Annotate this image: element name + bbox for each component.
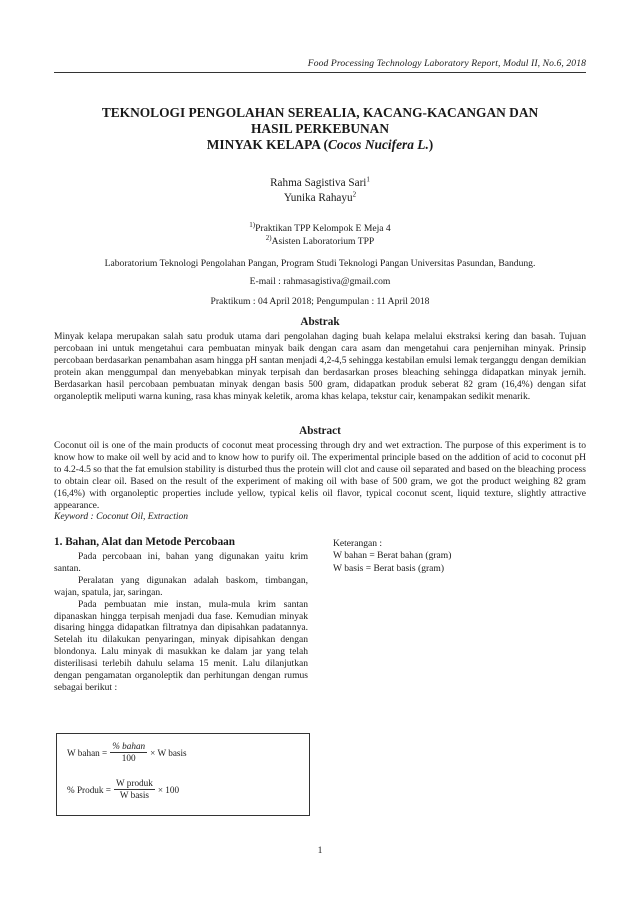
formula-1-fraction (110, 741, 147, 764)
keterangan-item-2: W basis = Berat basis (gram) (333, 562, 444, 574)
header-rule (54, 72, 586, 73)
author-2-name: Yunika Rahayu (283, 192, 353, 204)
formula-1-rhs: × W basis (150, 747, 187, 758)
role-2-text: Asisten Laboratorium TPP (271, 236, 375, 247)
formula-1-lhs: W bahan = (67, 747, 108, 758)
formula-2-rhs: × 100 (157, 784, 180, 795)
formula-2-numerator: W produk (115, 778, 153, 788)
author-2-mark: 2 (352, 190, 357, 199)
formula-1-numerator: % bahan (112, 741, 146, 751)
abstract-section (54, 440, 586, 523)
title-line-1: TEKNOLOGI PENGOLAHAN SEREALIA, KACANG-KACANGAN DAN (101, 105, 539, 120)
section-1-paragraph-2: Peralatan yang digunakan adalah baskom, timbangan, wajan, spatula, jar, saringan. (54, 574, 308, 598)
title-line-3 (54, 137, 586, 153)
formula-w-bahan (67, 741, 187, 764)
paper-title (54, 105, 586, 153)
dates: Praktikum : 04 April 2018; Pengumpulan : 11 April 2018 (210, 296, 430, 307)
scientific-name: Cocos Nucifera L. (328, 137, 429, 152)
section-1-paragraph-3: Pada pembuatan mie instan, mula-mula krim santan dipanaskan hingga terpisah menjadi dua fase. Kemudian minyak disaring hingga didapatkan filtratnya dan dipisahkan padatannya. Setelah itu dilakukan penyaringan, minyak dipisahkan dengan blondonya. Lalu minyak di masukkan ke dalam jar yang telah disterilisasi terlebih dahulu selama 15 menit. Lalu dilanjutkan dengan pengamatan organoleptik dan perhitungan dengan rumus sebagai berikut : (54, 598, 308, 693)
formula-2-lhs: % Produk = (67, 784, 111, 795)
role-1-text: Praktikan TPP Kelompok E Meja 4 (255, 223, 391, 234)
author-1 (54, 176, 586, 191)
affiliation-block (54, 256, 586, 310)
abstrak-body: Minyak kelapa merupakan salah satu produk utama dari pengolahan daging buah kelapa melalui ekstraksi kering dan basah. Tujuan percobaan ini untuk mengetahui cara pembuatan minyak baik dengan cara asam dan mengetahui cara penjernihan minyak. Prinsip percobaan berdasarkan penambahan asam hingga pH santan menjadi 4,2-4,5 sehingga kestabilan emulsi lemak terganggu dengan demikian protein akan menggumpal dan menyebabkan minyak terpisah dan berdasarkan proses bleaching sehingga didapatkan minyak jernih. Berdasarkan hasil percobaan pembuatan minyak dengan basis 500 gram, didapatkan produk seberat 82 gram (16,4%) dengan sifat organoleptik meliputi warna kuning, rasa khas minyak keletik, aroma khas kelapa, tekstur cair, kenampakan sedikit menarik. (54, 331, 586, 402)
affiliation: Laboratorium Teknologi Pengolahan Pangan, Program Studi Teknologi Pangan Universitas Pasundan, Bandung. (104, 258, 536, 269)
formula-2-fraction (114, 778, 155, 801)
title-line-2: HASIL PERKEBUNAN (250, 121, 390, 136)
section-1-paragraph-1: Pada percobaan ini, bahan yang digunakan yaitu krim santan. (54, 551, 308, 574)
abstract-body: Coconut oil is one of the main products of coconut meat processing through dry and wet extraction. The purpose of this experiment is to know how to make oil well by acid and to know how to purify oil. The experimental principle based on the addition of acid to coconut pH to 4.2-4.5 so that the fat emulsion stability is disturbed thus the protein will clot and cause oil separated and based on the bleaching process to obtain clear oil. Based on the result of the experiment of making oil with base of 500 gram, we got the product weighing 82 gram (16,4%) with organoleptic properties include yellow, typical kelis oil flavor, typical coconut scent, liquid texture, slightly attractive appearance. (54, 440, 586, 511)
author-2 (54, 191, 586, 206)
abstract-heading: Abstract (299, 425, 341, 437)
title-line-3-prefix: MINYAK KELAPA ( (206, 137, 328, 152)
role-1 (54, 222, 586, 235)
title-line-3-suffix: ) (428, 137, 434, 152)
formula-persen-produk (67, 778, 179, 801)
role-1-mark: 1) (249, 220, 256, 229)
section-1-title: 1. Bahan, Alat dan Metode Percobaan (54, 536, 235, 548)
keywords: Keyword : Coconut Oil, Extraction (54, 511, 189, 523)
keterangan-item-1: W bahan = Berat bahan (gram) (333, 550, 452, 562)
role-2 (54, 235, 586, 248)
author-1-name: Rahma Sagistiva Sari (270, 177, 367, 189)
formula-box (56, 733, 310, 816)
running-header: Food Processing Technology Laboratory Report, Modul II, No.6, 2018 (307, 58, 586, 69)
author-1-mark: 1 (366, 175, 370, 184)
role-2-mark: 2) (265, 233, 272, 242)
formula-1-denominator: 100 (121, 753, 136, 763)
abstrak-heading: Abstrak (300, 316, 340, 328)
page-number: 1 (317, 845, 323, 856)
formula-2-denominator: W basis (119, 790, 149, 800)
author-list (54, 176, 586, 206)
email: E-mail : rahmasagistiva@gmail.com (249, 276, 391, 287)
section-1 (54, 536, 308, 694)
author-roles (54, 222, 586, 248)
keterangan-block (333, 538, 585, 575)
keterangan-heading: Keterangan : (333, 538, 383, 549)
